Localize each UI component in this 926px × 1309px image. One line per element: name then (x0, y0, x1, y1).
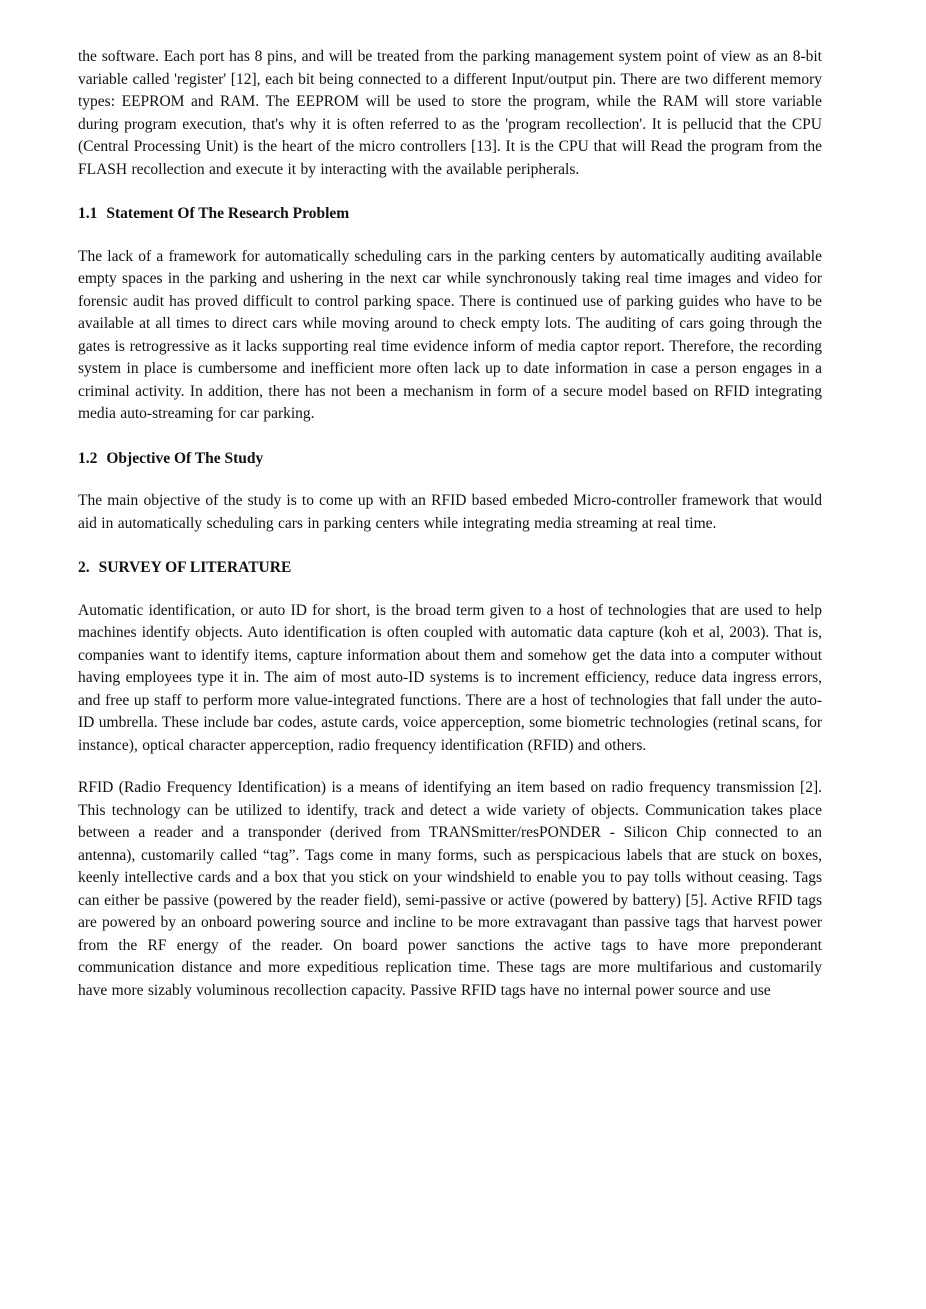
body-paragraph: The lack of a framework for automatically scheduling cars in the parking centers by automatically auditing available empty spaces in the parking and ushering in the next car while synchronously taking real time images and video for forensic audit has proved difficult to control parking space. There is continued use of parking guides who have to be available at all times to direct cars while moving around to check empty lots. The auditing of cars going through the gates is retrogressive as it lacks supporting real time evidence inform of media captor report. Therefore, the recording system in place is cumbersome and inefficient more often lack up to date information in case a person engages in a criminal activity. In addition, there has not been a mechanism in form of a secure model based on RFID integrating media auto-streaming for car parking. (78, 247, 822, 422)
section-heading (78, 446, 822, 471)
section-title: SURVEY OF LITERATURE (98, 559, 292, 576)
section-number: 2. (78, 559, 90, 576)
body-paragraph: RFID (Radio Frequency Identification) is a means of identifying an item based on radio frequency transmission [2]. This technology can be utilized to identify, track and detect a wide variety of objects. Communication takes place between a reader and a transponder (derived from TRANSmitter/resPONDER - Silicon Chip connected to an antenna), customarily called “tag”. Tags come in many forms, such as perspicacious labels that are stuck on boxes, keenly intellective cards and a box that you stick on your windshield to enable you to pay tolls without ceasing. Tags can either be passive (powered by the reader field), semi-passive or active (powered by battery) [5]. Active RFID tags are powered by an onboard powering source and incline to be more extravagant than passive tags that harvest power from the RF energy of the reader. On board power sanctions the active tags to have more preponderant communication distance and more expeditious replication time. These tags are more multifarious and customarily have more sizably voluminous recollection capacity. Passive RFID tags have no internal power source and use (78, 779, 822, 999)
section-number: 1.2 (78, 449, 98, 467)
section-number: 1.1 (78, 205, 98, 222)
body-paragraph: The main objective of the study is to come up with an RFID based embeded Micro-controller framework that would aid in automatically scheduling cars in parking centers while integrating media streaming at real time. (78, 492, 822, 532)
section-heading (78, 201, 822, 226)
section-title: Objective Of The Study (106, 449, 264, 467)
body-paragraph: the software. Each port has 8 pins, and will be treated from the parking management system point of view as an 8-bit variable called 'register' [12], each bit being connected to a different Input/output pin. There are two different memory types: EEPROM and RAM. The EEPROM will be used to store the program, while the RAM will store variable during program execution, that's why it is often referred to as the 'program recollection'. It is pellucid that the CPU (Central Processing Unit) is the heart of the micro controllers [13]. It is the CPU that will Read the program from the FLASH recollection and execute it by interacting with the available peripherals. (78, 48, 822, 178)
body-paragraph: Automatic identification, or auto ID for short, is the broad term given to a host of technologies that are used to help machines identify objects. Auto identification is often coupled with automatic data capture (koh et al, 2003). That is, companies want to identify items, capture information about them and somehow get the data into a computer without having employees type it in. The aim of most auto-ID systems is to increment efficiency, reduce data ingress errors, and free up staff to perform more value-integrated functions. There are a host of technologies that fall under the auto-ID umbrella. These include bar codes, astute cards, voice apperception, some biometric technologies (retinal scans, for instance), optical character apperception, radio frequency identification (RFID) and others. (78, 601, 822, 754)
section-title: Statement Of The Research Problem (106, 205, 350, 222)
section-heading (78, 555, 822, 580)
